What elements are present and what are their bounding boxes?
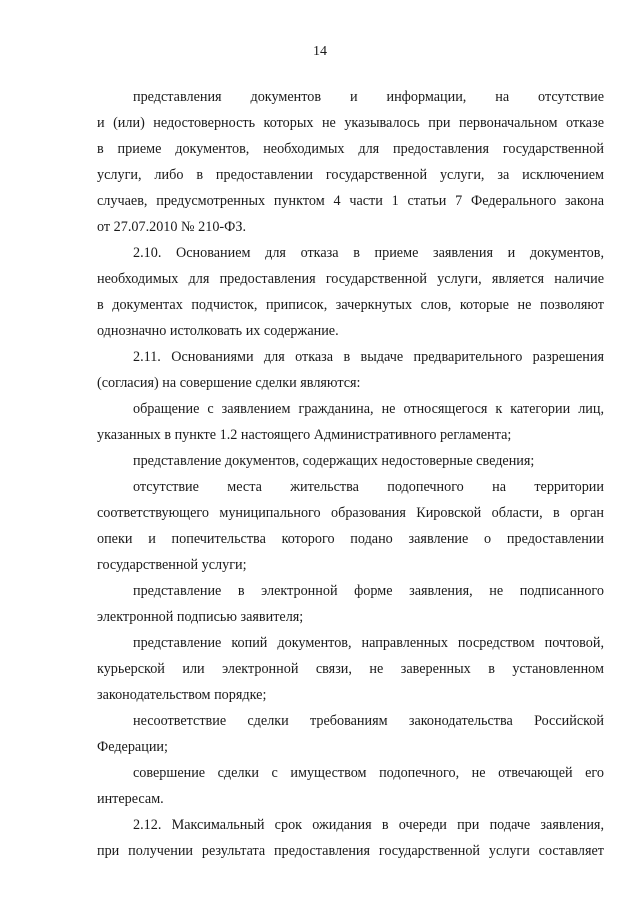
text-line: указанных в пункте 1.2 настоящего Административного регламента; [97, 427, 512, 443]
list-item-ward-interests [97, 760, 604, 812]
list-item-false-documents [97, 448, 604, 474]
text-line: в приеме документов, необходимых для предоставления государственной [97, 141, 604, 157]
list-item-electronic-form [97, 578, 604, 630]
list-item-copies [97, 630, 604, 708]
text-line: однозначно истолковать их содержание. [97, 323, 339, 339]
text-line: курьерской или электронной связи, не заверенных в установленном [97, 661, 604, 677]
list-item-legislation [97, 708, 604, 760]
text-line: государственной услуги; [97, 557, 247, 573]
text-line: и (или) недостоверность которых не указывалось при первоначальном отказе [97, 115, 604, 131]
text-line: опеки и попечительства которого подано заявление о предоставлении [97, 531, 604, 547]
text-line: представления документов и информации, на отсутствие [133, 89, 604, 105]
text-line: соответствующего муниципального образования Кировской области, в орган [97, 505, 604, 521]
text-line: Федерации; [97, 739, 168, 755]
text-line: представление копий документов, направленных посредством почтовой, [133, 635, 604, 651]
text-line: законодательством порядке; [97, 687, 267, 703]
paragraph-2-11 [97, 344, 604, 396]
text-line: от 27.07.2010 № 210-ФЗ. [97, 219, 246, 235]
text-line: интересам. [97, 791, 164, 807]
paragraph-2-10 [97, 240, 604, 344]
text-line: 2.10. Основанием для отказа в приеме заявления и документов, [133, 245, 604, 261]
paragraph-continuation [97, 84, 604, 240]
text-line: представление в электронной форме заявления, не подписанного [133, 583, 604, 599]
text-line: 2.12. Максимальный срок ожидания в очереди при подаче заявления, [133, 817, 604, 833]
text-line: необходимых для предоставления государственной услуги, является наличие [97, 271, 604, 287]
text-line: электронной подписью заявителя; [97, 609, 304, 625]
paragraph-2-12 [97, 812, 604, 864]
text-line: случаев, предусмотренных пунктом 4 части 1 статьи 7 Федерального закона [97, 193, 604, 209]
list-item-residence [97, 474, 604, 578]
text-line: отсутствие места жительства подопечного на территории [133, 479, 604, 495]
text-line: совершение сделки с имуществом подопечного, не отвечающей его [133, 765, 604, 781]
list-item-applicant-category [97, 396, 604, 448]
text-line: обращение с заявлением гражданина, не относящегося к категории лиц, [133, 401, 604, 417]
text-line: в документах подчисток, приписок, зачеркнутых слов, которые не позволяют [97, 297, 604, 313]
text-line: при получении результата предоставления государственной услуги составляет [97, 843, 604, 859]
text-line: услуги, либо в предоставлении государственной услуги, за исключением [97, 167, 604, 183]
text-line: (согласия) на совершение сделки являются: [97, 375, 361, 391]
text-line: несоответствие сделки требованиям законодательства Российской [133, 713, 604, 729]
text-line: 2.11. Основаниями для отказа в выдаче предварительного разрешения [133, 349, 604, 365]
document-body [97, 84, 604, 864]
text-line: представление документов, содержащих недостоверные сведения; [133, 453, 535, 469]
page-number: 14 [313, 44, 327, 59]
